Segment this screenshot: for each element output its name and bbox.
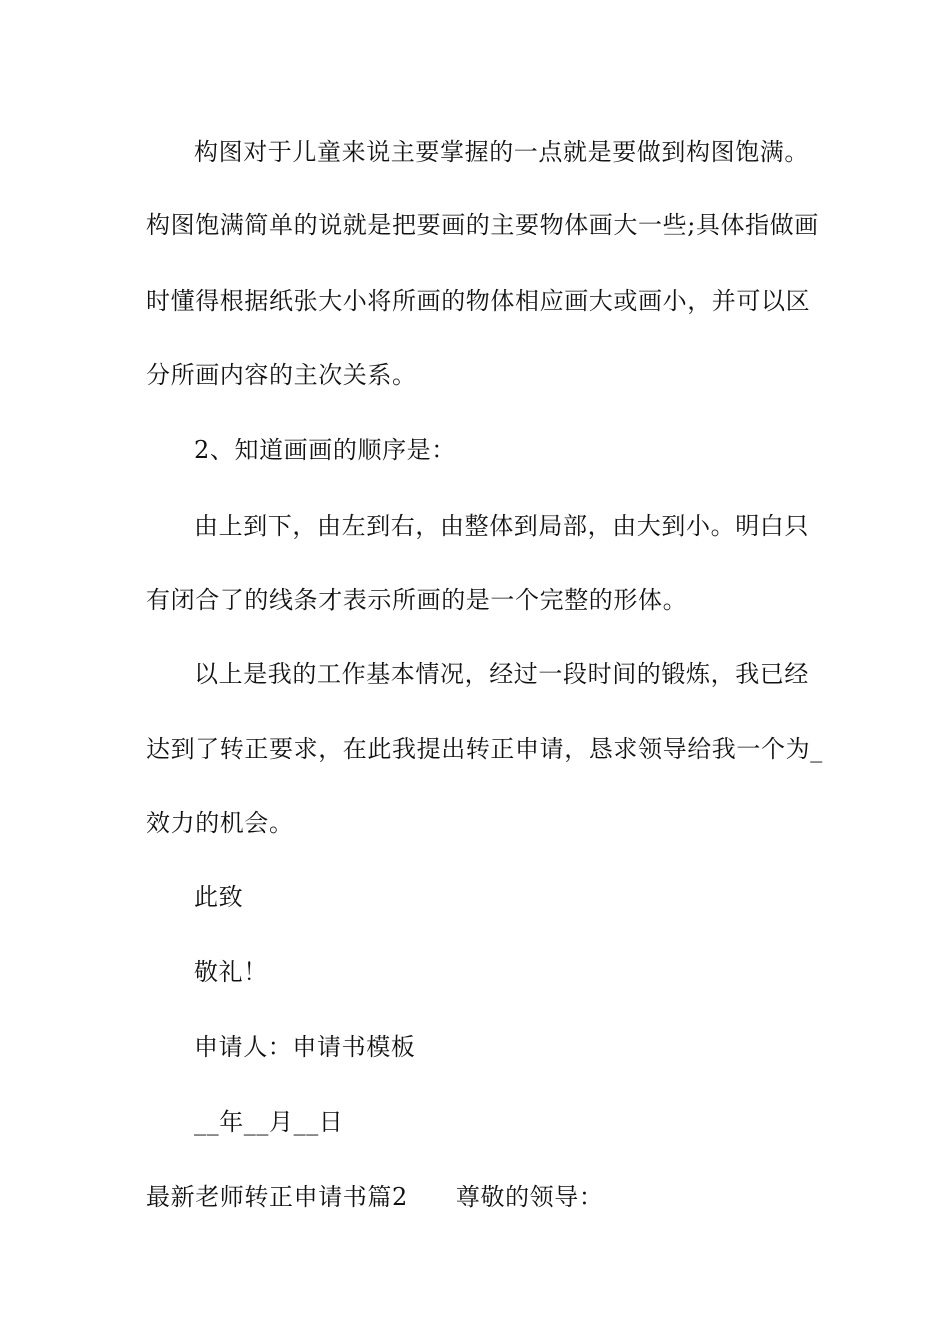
applicant-line: 申请人：申请书模板 <box>194 1033 416 1061</box>
paragraph-1-line-3: 时懂得根据纸张大小将所画的物体相应画大或画小，并可以区 <box>146 287 811 315</box>
section-heading-2: 2、知道画画的顺序是： <box>194 436 456 464</box>
paragraph-2-line-2: 有闭合了的线条才表示所画的是一个完整的形体。 <box>146 586 688 614</box>
paragraph-1-line-1: 构图对于儿童来说主要掌握的一点就是要做到构图饱满。 <box>194 138 809 166</box>
paragraph-3-line-2: 达到了转正要求，在此我提出转正申请，恳求领导给我一个为_ <box>146 735 823 763</box>
paragraph-3-line-3: 效力的机会。 <box>146 809 294 837</box>
closing-salutation-2: 敬礼！ <box>194 958 268 986</box>
date-line: __年__月__日 <box>194 1108 344 1136</box>
paragraph-1-line-2: 构图饱满简单的说就是把要画的主要物体画大一些;具体指做画 <box>146 211 819 239</box>
next-section-greeting: 尊敬的领导： <box>455 1183 604 1211</box>
paragraph-1-line-4: 分所画内容的主次关系。 <box>146 361 417 389</box>
paragraph-3-line-1: 以上是我的工作基本情况，经过一段时间的锻炼，我已经 <box>194 660 809 688</box>
closing-salutation-1: 此致 <box>194 883 244 911</box>
paragraph-2-line-1: 由上到下，由左到右，由整体到局部，由大到小。明白只 <box>194 512 809 540</box>
next-section-title: 最新老师转正申请书篇2 <box>146 1183 408 1211</box>
next-section-line <box>146 1180 603 1214</box>
